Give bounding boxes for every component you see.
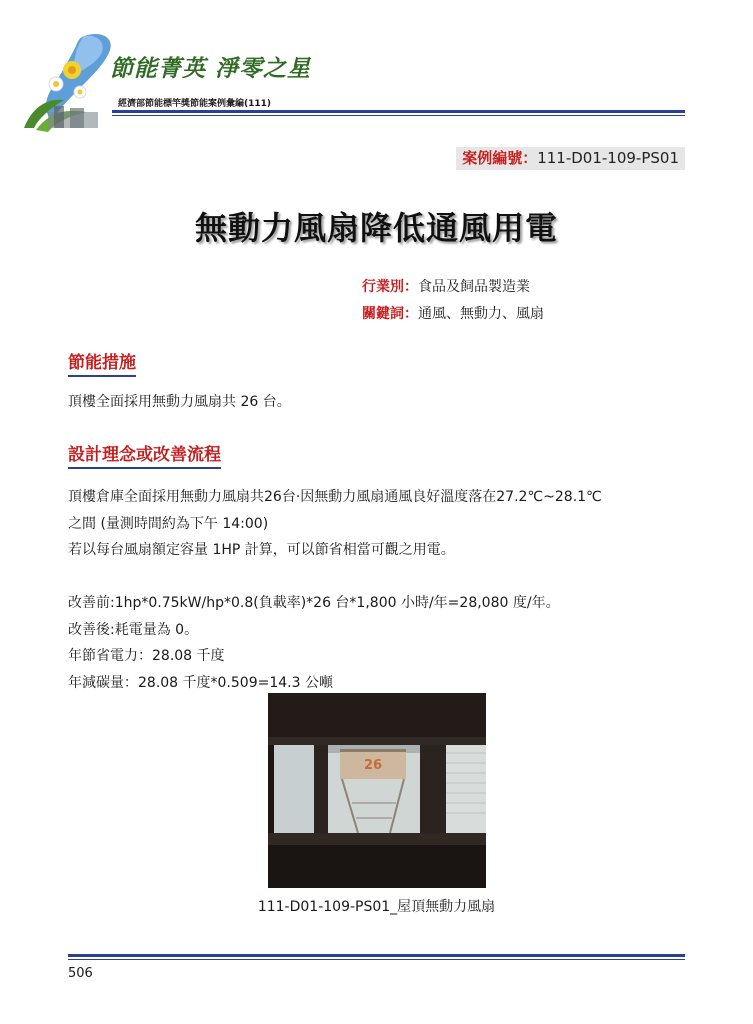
- fan-sign-number: 26: [363, 758, 383, 773]
- page-title: 無動力風扇降低通風用電: [194, 209, 558, 247]
- calc-line: 年節省電力：28.08 千度: [68, 648, 225, 664]
- footer-rule: [68, 954, 685, 957]
- case-number-value: 111-D01-109-PS01: [537, 149, 679, 167]
- spacer: [68, 564, 698, 591]
- industry-row: [362, 276, 530, 296]
- photo-caption: 111-D01-109-PS01_屋頂無動力風扇: [257, 899, 496, 915]
- page-number: 506: [68, 966, 93, 981]
- design-body: [68, 484, 698, 696]
- logo-subtitle: 經濟部節能標竿獎節能案例彙編(111): [118, 99, 272, 109]
- keywords-row: [362, 303, 544, 323]
- keywords-label: 關鍵詞：: [362, 306, 418, 322]
- photo-illustration: [268, 693, 486, 888]
- header-rule-thin: [112, 115, 685, 116]
- footer-rule-thin: [68, 959, 685, 960]
- logo-title: 節能菁英 淨零之星: [110, 55, 312, 82]
- header-rule: [112, 110, 685, 113]
- calc-line: 改善前:1hp*0.75kW/hp*0.8(負載率)*26 台*1,800 小時/年=28,080 度/年。: [68, 595, 560, 611]
- rooftop-fan-photo: [268, 693, 486, 888]
- case-number-label: 案例編號：: [462, 149, 538, 167]
- design-line: 若以每台風扇額定容量 1HP 計算，可以節省相當可觀之用電。: [68, 542, 455, 558]
- measures-text: 頂樓全面採用無動力風扇共 26 台。: [68, 394, 291, 410]
- industry-value: 食品及飼品製造業: [418, 279, 530, 295]
- design-heading: 設計理念或改善流程: [68, 440, 221, 469]
- industry-label: 行業別：: [362, 279, 418, 295]
- measures-heading: 節能措施: [68, 348, 136, 377]
- case-number-box: [456, 147, 685, 170]
- header-logo: [14, 28, 344, 132]
- calc-line: 改善後:耗電量為 0。: [68, 621, 199, 638]
- design-line: 之間 (量測時間約為下午 14:00): [68, 515, 269, 532]
- keywords-value: 通風、無動力、風扇: [418, 306, 544, 322]
- design-line: 頂樓倉庫全面採用無動力風扇共26台·因無動力風扇通風良好溫度落在27.2℃~28.1℃: [68, 489, 602, 505]
- calc-line: 年減碳量：28.08 千度*0.509=14.3 公噸: [68, 674, 333, 691]
